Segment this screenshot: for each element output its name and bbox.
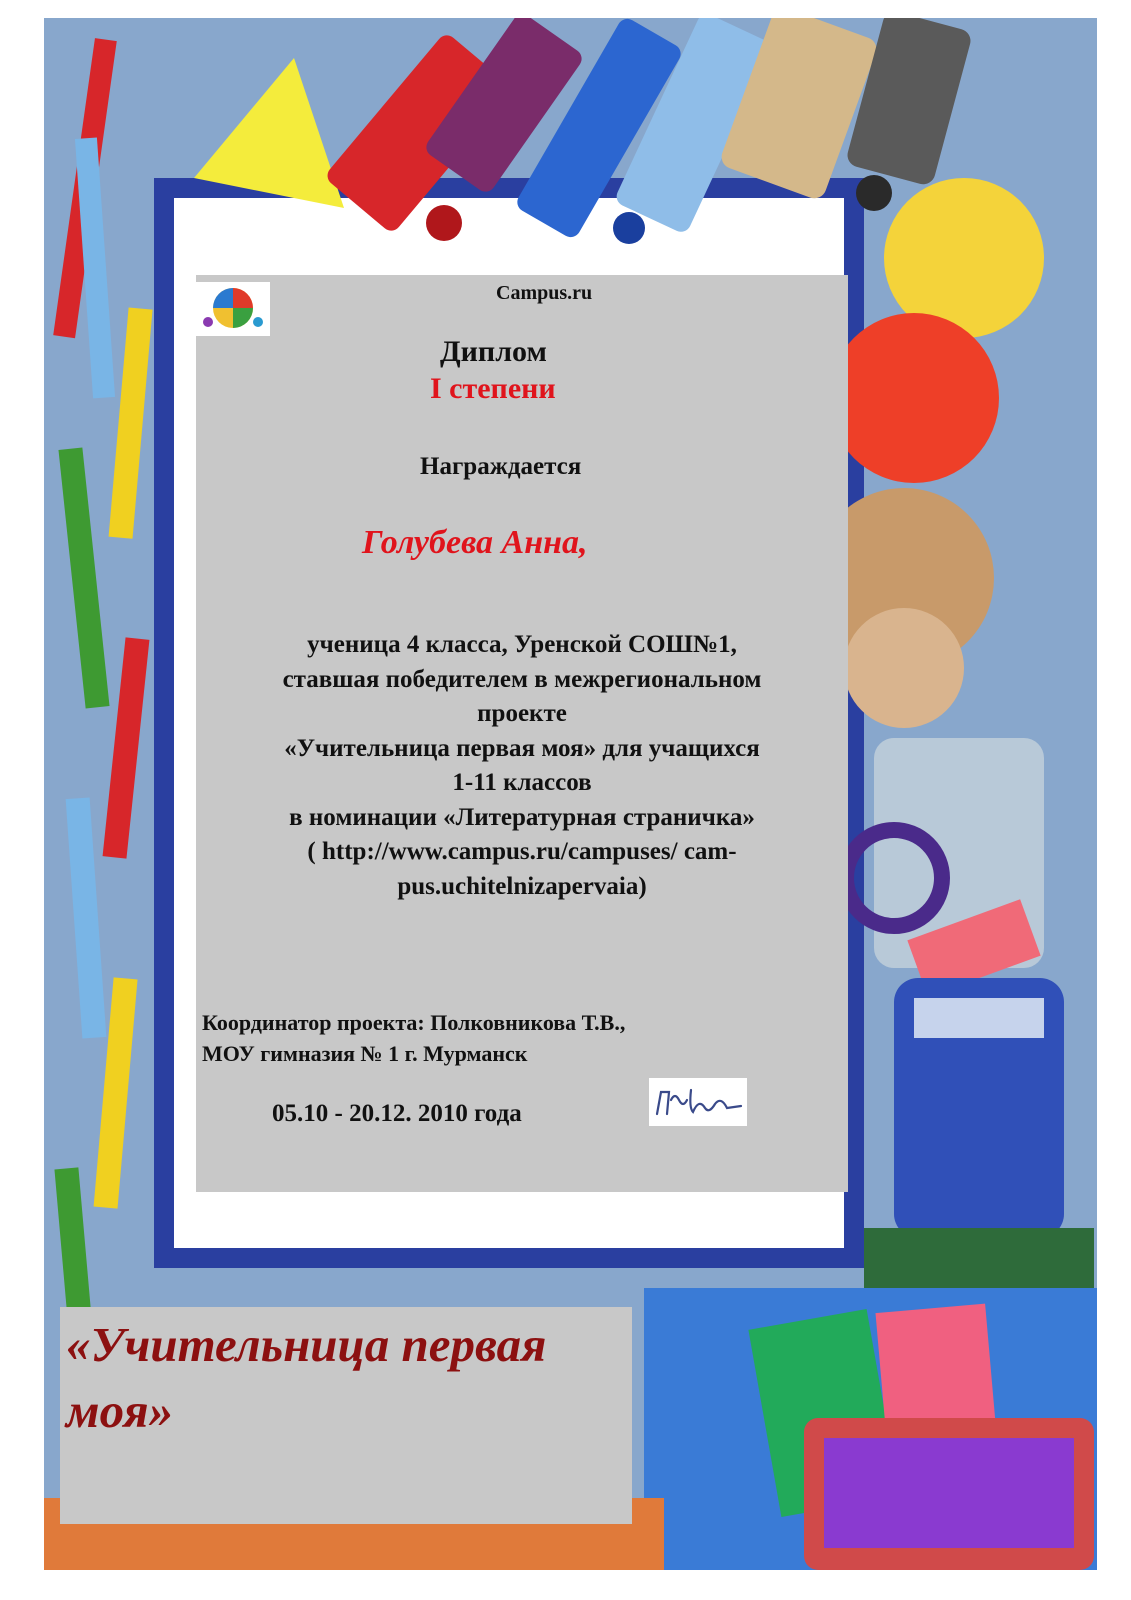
- puzzle-logo-icon: [196, 282, 270, 336]
- awarded-label: Награждается: [420, 453, 582, 480]
- description-line: ученица 4 класса, Уренской СОШ№1,: [307, 631, 737, 658]
- description-line: ставшая победителем в межрегиональном: [282, 665, 762, 693]
- project-banner-title: «Учительница первая моя»: [66, 1317, 547, 1438]
- description-line: «Учительница первая моя» для учащихся: [284, 734, 760, 762]
- coordinator-name: Координатор проекта: Полковникова Т.В.,: [202, 1010, 626, 1035]
- coordinator-school: МОУ гимназия № 1 г. Мурманск: [202, 1041, 528, 1066]
- project-dates: 05.10 - 20.12. 2010 года: [272, 1100, 522, 1127]
- description-line: 1-11 классов: [452, 769, 592, 796]
- description-line: pus.uchitelnizapervaia): [397, 872, 647, 900]
- description-line: в номинации «Литературная страничка»: [289, 803, 755, 831]
- coordinator-block: [202, 1007, 625, 1069]
- signature: [649, 1078, 747, 1126]
- diploma-title: Диплом: [440, 335, 547, 368]
- description-line: проекте: [477, 700, 567, 727]
- diploma-degree: I степени: [430, 372, 556, 405]
- signature-scribble: [649, 1078, 747, 1126]
- award-description: [196, 628, 848, 904]
- site-name: Campus.ru: [496, 282, 593, 304]
- winner-name: Голубева Анна,: [362, 524, 588, 561]
- description-line: ( http://www.campus.ru/campuses/ cam-: [307, 838, 737, 865]
- campus-logo: [196, 282, 270, 336]
